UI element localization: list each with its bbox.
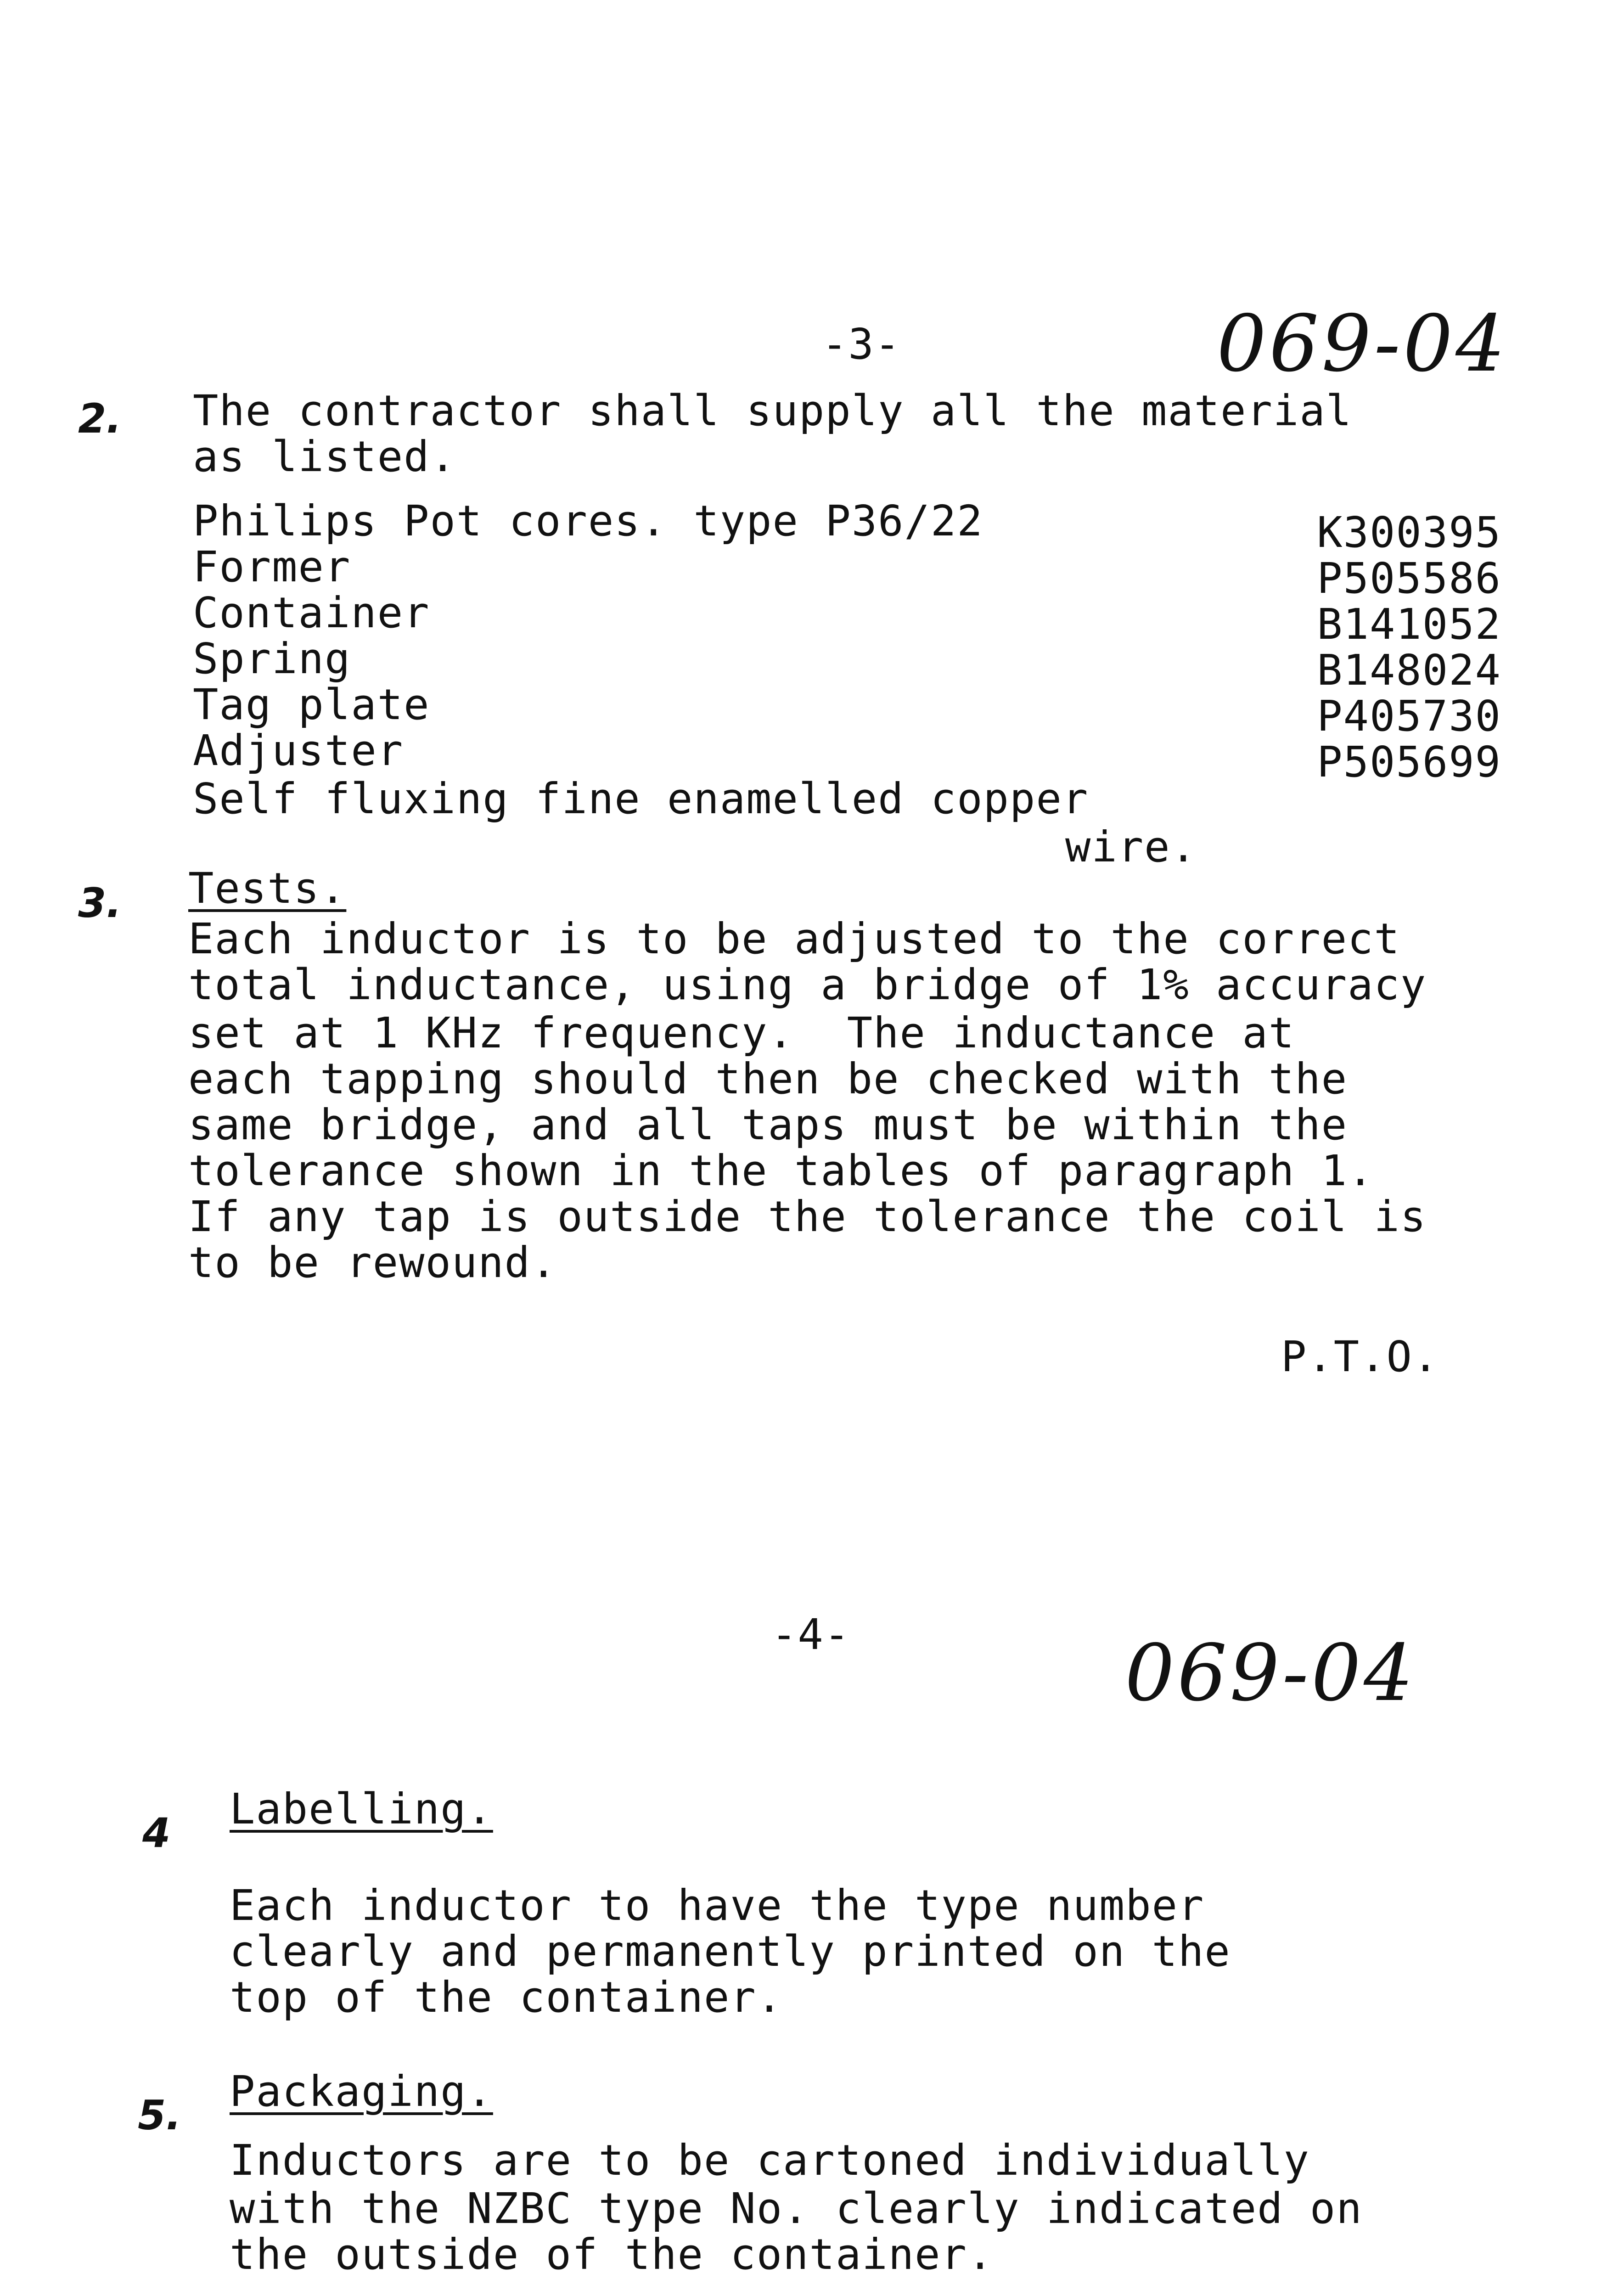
section-text-line: set at 1 KHz frequency. The inductance at [188, 1008, 1295, 1058]
section-text-line: If any tap is outside the tolerance the coil is [188, 1192, 1427, 1241]
page-number: -4- [771, 1610, 851, 1659]
material-item-name: Self fluxing fine enamelled copper [193, 774, 1089, 823]
material-item-name: Former [193, 542, 351, 591]
section-text-line: to be rewound. [188, 1238, 557, 1287]
material-item-name: Tag plate [193, 680, 430, 729]
material-item-code: P505699 [1317, 737, 1501, 787]
material-item-name: Container [193, 588, 430, 637]
material-item-name: Philips Pot cores. type P36/22 [193, 496, 983, 546]
section-text-line: The contractor shall supply all the material [193, 386, 1353, 435]
section-text-line: Each inductor is to be adjusted to the correct [188, 914, 1400, 963]
material-item-code: K300395 [1317, 508, 1501, 557]
section-text-line: the outside of the container. [230, 2230, 994, 2279]
material-item-name: Adjuster [193, 726, 404, 775]
section-text-line: Inductors are to be cartoned individually [230, 2136, 1310, 2185]
section-number: 4 [142, 1809, 171, 1857]
section-text-line: with the NZBC type No. clearly indicated on [230, 2184, 1363, 2233]
material-item-code: P405730 [1317, 692, 1501, 741]
material-item-code: B141052 [1317, 600, 1501, 649]
section-heading: Packaging. [230, 2067, 493, 2116]
section-number: 5. [138, 2092, 181, 2139]
material-item-code: B148024 [1317, 646, 1501, 695]
handwritten-reference: 069-04 [1125, 1628, 1416, 1719]
section-text-line: same bridge, and all taps must be within the [188, 1100, 1348, 1149]
section-heading: Labelling. [230, 1784, 493, 1834]
section-text-line: Each inductor to have the type number [230, 1881, 1205, 1930]
section-text-line: tolerance shown in the tables of paragraph 1. [188, 1146, 1374, 1195]
section-text-line: top of the container. [230, 1973, 783, 2022]
section-text-line: clearly and permanently printed on the [230, 1927, 1231, 1976]
page-number: -3- [822, 320, 901, 369]
section-number: 3. [78, 879, 122, 927]
handwritten-reference: 069-04 [1217, 298, 1508, 389]
section-number: 2. [78, 395, 122, 442]
section-text-line: total inductance, using a bridge of 1% accuracy [188, 960, 1427, 1009]
section-text-line: each tapping should then be checked with the [188, 1054, 1348, 1103]
section-text-line: as listed. [193, 432, 456, 481]
material-item-name: wire. [1065, 822, 1197, 872]
material-item-name: Spring [193, 634, 351, 683]
material-item-code: P505586 [1317, 554, 1501, 603]
pto-mark: P.T.O. [1281, 1332, 1439, 1381]
section-heading: Tests. [188, 864, 347, 913]
